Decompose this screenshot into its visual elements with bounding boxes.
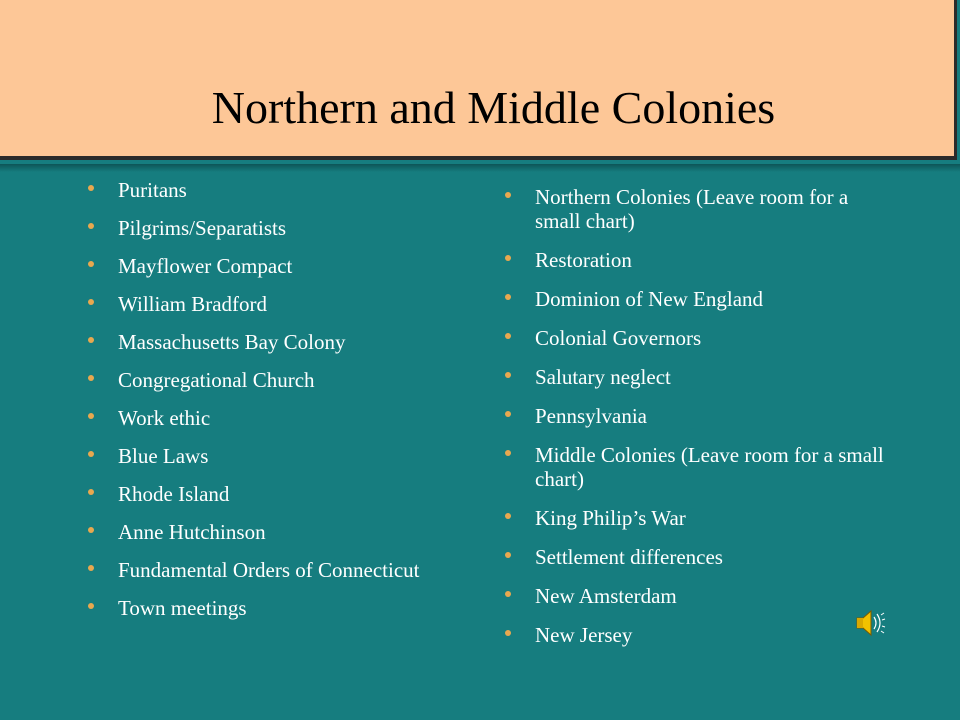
list-item-text: Restoration xyxy=(535,248,632,272)
list-item xyxy=(535,287,895,311)
list-item-text: Mayflower Compact xyxy=(118,254,293,278)
bullet-icon xyxy=(505,450,511,456)
list-item-text: Rhode Island xyxy=(118,482,230,506)
list-item-text: Massachusetts Bay Colony xyxy=(118,330,346,354)
list-item-text: Work ethic xyxy=(118,406,211,430)
list-item xyxy=(535,365,895,389)
list-item xyxy=(535,248,895,272)
list-item-text: Settlement differences xyxy=(535,545,723,569)
title-divider-shadow xyxy=(0,164,960,172)
bullet-icon xyxy=(88,451,94,457)
list-item-text: Dominion of New England xyxy=(535,287,764,311)
bullet-icon xyxy=(88,261,94,267)
list-item xyxy=(535,506,895,530)
bullet-icon xyxy=(88,375,94,381)
list-item-text: Middle Colonies (Leave room for a small chart) xyxy=(535,443,884,491)
list-item xyxy=(118,368,438,392)
bullet-icon xyxy=(505,411,511,417)
list-item-text: Town meetings xyxy=(118,596,247,620)
bullet-icon xyxy=(88,185,94,191)
bullet-icon xyxy=(505,294,511,300)
speaker-icon-graphic xyxy=(852,606,886,640)
bullet-icon xyxy=(88,527,94,533)
bullet-icon xyxy=(88,223,94,229)
list-item xyxy=(118,406,438,430)
list-item xyxy=(118,482,438,506)
bullet-icon xyxy=(505,255,511,261)
bullet-icon xyxy=(505,513,511,519)
bullet-icon xyxy=(505,333,511,339)
bullet-icon xyxy=(88,299,94,305)
list-item-text: Puritans xyxy=(118,178,187,202)
list-item-text: Pilgrims/Separatists xyxy=(118,216,286,240)
list-item xyxy=(118,216,438,240)
list-item xyxy=(118,444,438,468)
list-item xyxy=(118,292,438,316)
speaker-icon[interactable] xyxy=(852,606,886,640)
bullet-icon xyxy=(88,337,94,343)
list-item-text: Blue Laws xyxy=(118,444,209,468)
list-item xyxy=(535,404,895,428)
bullet-icon xyxy=(88,565,94,571)
list-item-text: Colonial Governors xyxy=(535,326,702,350)
left-bullet-list xyxy=(118,178,438,634)
list-item-text: William Bradford xyxy=(118,292,268,316)
list-item-text: King Philip’s War xyxy=(535,506,686,530)
slide-title: Northern and Middle Colonies xyxy=(211,82,776,133)
bullet-icon xyxy=(88,489,94,495)
list-item xyxy=(118,254,438,278)
bullet-icon xyxy=(505,630,511,636)
list-item xyxy=(118,520,438,544)
list-item-text: Salutary neglect xyxy=(535,365,671,389)
list-item xyxy=(535,545,895,569)
list-item xyxy=(118,596,438,620)
list-item xyxy=(118,330,438,354)
bullet-icon xyxy=(505,372,511,378)
list-item xyxy=(535,326,895,350)
list-item-text: New Amsterdam xyxy=(535,584,677,608)
list-item xyxy=(535,623,895,647)
list-item-text: New Jersey xyxy=(535,623,633,647)
list-item-text: Pennsylvania xyxy=(535,404,647,428)
bullet-icon xyxy=(505,192,511,198)
list-item xyxy=(535,584,895,608)
list-item-text: Congregational Church xyxy=(118,368,315,392)
bullet-icon xyxy=(88,413,94,419)
list-item xyxy=(535,185,895,233)
list-item xyxy=(535,443,895,491)
list-item xyxy=(118,558,438,582)
bullet-icon xyxy=(88,603,94,609)
list-item-text: Anne Hutchinson xyxy=(118,520,266,544)
right-bullet-list xyxy=(535,185,895,662)
bullet-icon xyxy=(505,591,511,597)
list-item-text: Fundamental Orders of Connecticut xyxy=(118,558,420,582)
list-item xyxy=(118,178,438,202)
bullet-icon xyxy=(505,552,511,558)
list-item-text: Northern Colonies (Leave room for a small chart) xyxy=(535,185,849,233)
